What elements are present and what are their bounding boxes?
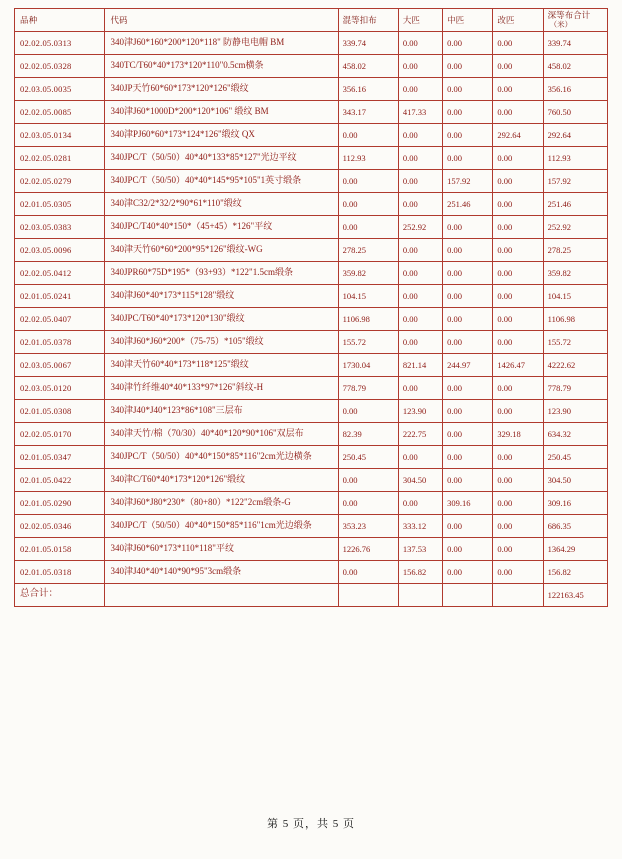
cell-changed-piece: 0.00 bbox=[493, 32, 543, 55]
cell-changed-piece: 0.00 bbox=[493, 170, 543, 193]
cell-variety: 02.02.05.0279 bbox=[15, 170, 105, 193]
cell-changed-piece: 0.00 bbox=[493, 101, 543, 124]
cell-changed-piece: 0.00 bbox=[493, 239, 543, 262]
cell-mixed-grade: 0.00 bbox=[338, 124, 398, 147]
cell-medium-piece: 0.00 bbox=[443, 262, 493, 285]
cell-large-piece: 0.00 bbox=[398, 446, 442, 469]
cell-code: 340津J60*J80*230*（80+80）*122"2cm缎条-G bbox=[105, 492, 338, 515]
cell-large-piece: 0.00 bbox=[398, 492, 442, 515]
cell-mixed-grade: 0.00 bbox=[338, 469, 398, 492]
cell-large-piece: 0.00 bbox=[398, 262, 442, 285]
cell-total: 1106.98 bbox=[543, 308, 607, 331]
cell-large-piece: 252.92 bbox=[398, 216, 442, 239]
cell-mixed-grade: 0.00 bbox=[338, 170, 398, 193]
cell-large-piece: 0.00 bbox=[398, 124, 442, 147]
table-row bbox=[15, 423, 608, 446]
cell-code: 340津天竹60*40*173*118*125"缎纹 bbox=[105, 354, 338, 377]
table-row bbox=[15, 400, 608, 423]
cell-medium-piece: 244.97 bbox=[443, 354, 493, 377]
cell-code: 340TC/T60*40*173*120*110"0.5cm横条 bbox=[105, 55, 338, 78]
cell-mixed-grade: 1730.04 bbox=[338, 354, 398, 377]
cell-total: 4222.62 bbox=[543, 354, 607, 377]
cell-mixed-grade: 82.39 bbox=[338, 423, 398, 446]
cell-variety: 02.02.05.0170 bbox=[15, 423, 105, 446]
cell-code: 340津J40*J40*123*86*108"三层布 bbox=[105, 400, 338, 423]
table-row bbox=[15, 331, 608, 354]
cell-large-piece: 0.00 bbox=[398, 239, 442, 262]
cell-medium-piece: 0.00 bbox=[443, 124, 493, 147]
cell-variety: 02.02.05.0281 bbox=[15, 147, 105, 170]
cell-medium-piece: 0.00 bbox=[443, 561, 493, 584]
table-row bbox=[15, 193, 608, 216]
cell-total: 292.64 bbox=[543, 124, 607, 147]
cell-total: 634.32 bbox=[543, 423, 607, 446]
cell-total: 251.46 bbox=[543, 193, 607, 216]
cell-changed-piece: 0.00 bbox=[493, 308, 543, 331]
cell-large-piece: 417.33 bbox=[398, 101, 442, 124]
cell-large-piece: 0.00 bbox=[398, 331, 442, 354]
cell-medium-piece: 251.46 bbox=[443, 193, 493, 216]
cell-code: 340津J60*60*173*110*118"平纹 bbox=[105, 538, 338, 561]
cell-changed-piece: 0.00 bbox=[493, 538, 543, 561]
cell-total: 686.35 bbox=[543, 515, 607, 538]
table-row bbox=[15, 377, 608, 400]
cell-large-piece: 156.82 bbox=[398, 561, 442, 584]
cell-mixed-grade: 0.00 bbox=[338, 561, 398, 584]
cell-large-piece: 0.00 bbox=[398, 55, 442, 78]
cell-code: 340津J60*40*173*115*128"缎纹 bbox=[105, 285, 338, 308]
cell-total: 304.50 bbox=[543, 469, 607, 492]
cell-medium-piece: 0.00 bbox=[443, 147, 493, 170]
table-row bbox=[15, 147, 608, 170]
cell-changed-piece: 0.00 bbox=[493, 55, 543, 78]
cell-changed-piece: 0.00 bbox=[493, 515, 543, 538]
cell-code: 340津天竹/棉（70/30）40*40*120*90*106"双层布 bbox=[105, 423, 338, 446]
cell-changed-piece: 329.18 bbox=[493, 423, 543, 446]
blank-page-area bbox=[0, 560, 622, 810]
cell-variety: 02.03.05.0383 bbox=[15, 216, 105, 239]
cell-variety: 02.03.05.0067 bbox=[15, 354, 105, 377]
table-header-row bbox=[15, 9, 608, 32]
table-row bbox=[15, 469, 608, 492]
cell-variety: 02.01.05.0378 bbox=[15, 331, 105, 354]
cell-large-piece: 333.12 bbox=[398, 515, 442, 538]
cell-variety: 02.01.05.0241 bbox=[15, 285, 105, 308]
cell-mixed-grade: 1106.98 bbox=[338, 308, 398, 331]
cell-medium-piece: 309.16 bbox=[443, 492, 493, 515]
cell-variety: 02.02.05.0346 bbox=[15, 515, 105, 538]
cell-medium-piece: 0.00 bbox=[443, 423, 493, 446]
cell-mixed-grade: 1226.76 bbox=[338, 538, 398, 561]
cell-medium-piece: 0.00 bbox=[443, 239, 493, 262]
cell-large-piece: 0.00 bbox=[398, 170, 442, 193]
cell-variety: 02.01.05.0305 bbox=[15, 193, 105, 216]
cell-variety: 02.03.05.0096 bbox=[15, 239, 105, 262]
cell-total: 359.82 bbox=[543, 262, 607, 285]
cell-changed-piece: 0.00 bbox=[493, 216, 543, 239]
cell-variety: 02.01.05.0422 bbox=[15, 469, 105, 492]
header-cell-changed-piece: 改匹 bbox=[493, 9, 543, 32]
header-deep-total-line2: （米） bbox=[549, 19, 573, 29]
cell-large-piece: 0.00 bbox=[398, 285, 442, 308]
cell-mixed-grade: 278.25 bbox=[338, 239, 398, 262]
cell-changed-piece: 1426.47 bbox=[493, 354, 543, 377]
cell-variety: 02.01.05.0318 bbox=[15, 561, 105, 584]
table-row bbox=[15, 216, 608, 239]
grand-total-value: 122163.45 bbox=[543, 584, 607, 607]
cell-changed-piece: 0.00 bbox=[493, 377, 543, 400]
cell-medium-piece: 0.00 bbox=[443, 216, 493, 239]
table-row bbox=[15, 170, 608, 193]
cell-medium-piece: 0.00 bbox=[443, 331, 493, 354]
cell-total: 155.72 bbox=[543, 331, 607, 354]
cell-large-piece: 821.14 bbox=[398, 354, 442, 377]
table-row bbox=[15, 446, 608, 469]
cell-mixed-grade: 778.79 bbox=[338, 377, 398, 400]
cell-medium-piece: 0.00 bbox=[443, 515, 493, 538]
cell-medium-piece: 0.00 bbox=[443, 285, 493, 308]
table-row bbox=[15, 262, 608, 285]
cell-changed-piece: 0.00 bbox=[493, 492, 543, 515]
cell-code: 340JPC/T（50/50）40*40*145*95*105"1英寸缎条 bbox=[105, 170, 338, 193]
cell-total: 156.82 bbox=[543, 561, 607, 584]
table-row bbox=[15, 492, 608, 515]
cell-variety: 02.02.05.0407 bbox=[15, 308, 105, 331]
cell-code: 340JPR60*75D*195*（93+93）*122"1.5cm缎条 bbox=[105, 262, 338, 285]
table-row bbox=[15, 124, 608, 147]
cell-total: 112.93 bbox=[543, 147, 607, 170]
cell-total: 356.16 bbox=[543, 78, 607, 101]
cell-changed-piece: 0.00 bbox=[493, 262, 543, 285]
cell-total: 309.16 bbox=[543, 492, 607, 515]
header-cell-medium-piece: 中匹 bbox=[443, 9, 493, 32]
table-row bbox=[15, 308, 608, 331]
cell-code: 340JPC/T60*40*173*120*130"缎纹 bbox=[105, 308, 338, 331]
inventory-table bbox=[14, 8, 608, 607]
header-cell-deep-grade-total bbox=[543, 9, 607, 32]
cell-variety: 02.02.05.0313 bbox=[15, 32, 105, 55]
cell-total: 339.74 bbox=[543, 32, 607, 55]
cell-large-piece: 0.00 bbox=[398, 193, 442, 216]
cell-total: 123.90 bbox=[543, 400, 607, 423]
cell-code: 340JP天竹60*60*173*120*126"缎纹 bbox=[105, 78, 338, 101]
cell-mixed-grade: 155.72 bbox=[338, 331, 398, 354]
cell-medium-piece: 0.00 bbox=[443, 101, 493, 124]
cell-code: 340JPC/T40*40*150*（45+45）*126"平纹 bbox=[105, 216, 338, 239]
inventory-table-container bbox=[14, 8, 608, 600]
cell-total: 278.25 bbox=[543, 239, 607, 262]
cell-code: 340津J60*1000D*200*120*106" 缎纹 BM bbox=[105, 101, 338, 124]
cell-medium-piece: 0.00 bbox=[443, 308, 493, 331]
cell-code: 340津PJ60*60*173*124*126"缎纹 QX bbox=[105, 124, 338, 147]
cell-mixed-grade: 0.00 bbox=[338, 492, 398, 515]
cell-variety: 02.01.05.0158 bbox=[15, 538, 105, 561]
table-row bbox=[15, 354, 608, 377]
cell-total: 760.50 bbox=[543, 101, 607, 124]
cell-variety: 02.03.05.0035 bbox=[15, 78, 105, 101]
cell-mixed-grade: 458.02 bbox=[338, 55, 398, 78]
cell-large-piece: 0.00 bbox=[398, 32, 442, 55]
cell-variety: 02.02.05.0412 bbox=[15, 262, 105, 285]
cell-variety: 02.02.05.0328 bbox=[15, 55, 105, 78]
cell-changed-piece: 0.00 bbox=[493, 446, 543, 469]
cell-changed-piece: 0.00 bbox=[493, 561, 543, 584]
cell-changed-piece: 0.00 bbox=[493, 469, 543, 492]
cell-code: 340JPC/T（50/50）40*40*150*85*116"1cm光边缎条 bbox=[105, 515, 338, 538]
table-row bbox=[15, 239, 608, 262]
table-row bbox=[15, 285, 608, 308]
cell-code: 340津竹纤维40*40*133*97*126"斜纹-H bbox=[105, 377, 338, 400]
cell-changed-piece: 0.00 bbox=[493, 331, 543, 354]
table-row bbox=[15, 538, 608, 561]
cell-mixed-grade: 250.45 bbox=[338, 446, 398, 469]
cell-code: 340JPC/T（50/50）40*40*150*85*116"2cm光边横条 bbox=[105, 446, 338, 469]
table-row bbox=[15, 78, 608, 101]
header-cell-code: 代码 bbox=[105, 9, 338, 32]
cell-mixed-grade: 359.82 bbox=[338, 262, 398, 285]
cell-large-piece: 137.53 bbox=[398, 538, 442, 561]
cell-mixed-grade: 112.93 bbox=[338, 147, 398, 170]
cell-mixed-grade: 0.00 bbox=[338, 216, 398, 239]
cell-changed-piece: 292.64 bbox=[493, 124, 543, 147]
table-row bbox=[15, 515, 608, 538]
cell-variety: 02.01.05.0290 bbox=[15, 492, 105, 515]
cell-variety: 02.03.05.0134 bbox=[15, 124, 105, 147]
cell-total: 250.45 bbox=[543, 446, 607, 469]
cell-total: 104.15 bbox=[543, 285, 607, 308]
cell-changed-piece: 0.00 bbox=[493, 78, 543, 101]
table-row bbox=[15, 32, 608, 55]
cell-total: 778.79 bbox=[543, 377, 607, 400]
cell-code: 340津J40*40*140*90*95"3cm缎条 bbox=[105, 561, 338, 584]
cell-large-piece: 0.00 bbox=[398, 377, 442, 400]
cell-mixed-grade: 339.74 bbox=[338, 32, 398, 55]
cell-code: 340津天竹60*60*200*95*126"缎纹-WG bbox=[105, 239, 338, 262]
cell-medium-piece: 0.00 bbox=[443, 400, 493, 423]
cell-variety: 02.01.05.0347 bbox=[15, 446, 105, 469]
cell-medium-piece: 0.00 bbox=[443, 538, 493, 561]
cell-medium-piece: 0.00 bbox=[443, 32, 493, 55]
cell-mixed-grade: 104.15 bbox=[338, 285, 398, 308]
cell-total: 252.92 bbox=[543, 216, 607, 239]
cell-medium-piece: 0.00 bbox=[443, 55, 493, 78]
cell-medium-piece: 157.92 bbox=[443, 170, 493, 193]
cell-variety: 02.02.05.0085 bbox=[15, 101, 105, 124]
cell-variety: 02.01.05.0308 bbox=[15, 400, 105, 423]
cell-medium-piece: 0.00 bbox=[443, 78, 493, 101]
header-cell-mixed-grade: 混等扣布 bbox=[338, 9, 398, 32]
table-row bbox=[15, 55, 608, 78]
cell-code: 340津C32/2*32/2*90*61*110"缎纹 bbox=[105, 193, 338, 216]
cell-code: 340津J60*J60*200*（75-75）*105"缎纹 bbox=[105, 331, 338, 354]
cell-medium-piece: 0.00 bbox=[443, 469, 493, 492]
cell-changed-piece: 0.00 bbox=[493, 193, 543, 216]
cell-mixed-grade: 356.16 bbox=[338, 78, 398, 101]
table-body bbox=[15, 9, 608, 607]
cell-large-piece: 0.00 bbox=[398, 78, 442, 101]
cell-changed-piece: 0.00 bbox=[493, 285, 543, 308]
grand-total-label: 总合计： bbox=[15, 584, 105, 607]
cell-large-piece: 0.00 bbox=[398, 147, 442, 170]
cell-large-piece: 222.75 bbox=[398, 423, 442, 446]
cell-total: 1364.29 bbox=[543, 538, 607, 561]
cell-mixed-grade: 353.23 bbox=[338, 515, 398, 538]
page-footer: 第 5 页，共 5 页 bbox=[267, 818, 355, 830]
header-cell-large-piece: 大匹 bbox=[398, 9, 442, 32]
cell-large-piece: 123.90 bbox=[398, 400, 442, 423]
cell-total: 157.92 bbox=[543, 170, 607, 193]
cell-changed-piece: 0.00 bbox=[493, 400, 543, 423]
cell-changed-piece: 0.00 bbox=[493, 147, 543, 170]
cell-code: 340津C/T60*40*173*120*126"缎纹 bbox=[105, 469, 338, 492]
cell-mixed-grade: 0.00 bbox=[338, 400, 398, 423]
cell-variety: 02.03.05.0120 bbox=[15, 377, 105, 400]
cell-large-piece: 0.00 bbox=[398, 308, 442, 331]
cell-code: 340JPC/T（50/50）40*40*133*85*127"光边平纹 bbox=[105, 147, 338, 170]
header-deep-total-line1: 深等布合计 bbox=[547, 9, 591, 20]
cell-mixed-grade: 0.00 bbox=[338, 193, 398, 216]
cell-code: 340津J60*160*200*120*118" 防静电电帽 BM bbox=[105, 32, 338, 55]
cell-medium-piece: 0.00 bbox=[443, 446, 493, 469]
cell-mixed-grade: 343.17 bbox=[338, 101, 398, 124]
cell-large-piece: 304.50 bbox=[398, 469, 442, 492]
table-row bbox=[15, 101, 608, 124]
header-cell-variety: 品种 bbox=[15, 9, 105, 32]
cell-total: 458.02 bbox=[543, 55, 607, 78]
cell-medium-piece: 0.00 bbox=[443, 377, 493, 400]
